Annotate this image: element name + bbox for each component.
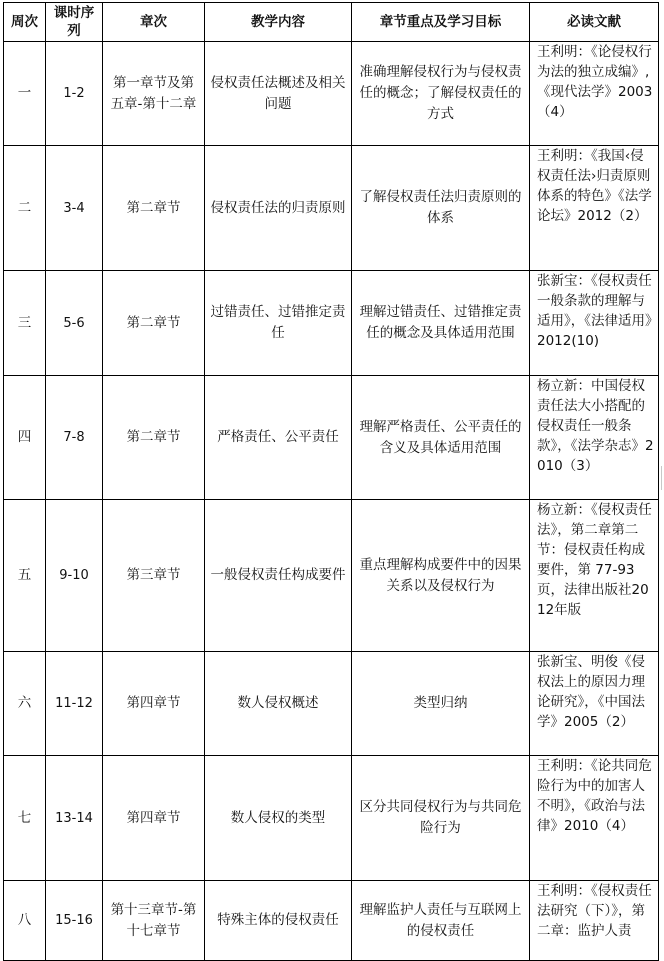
cell-goals: 理解过错责任、过错推定责任的概念及具体适用范围 [352,271,530,376]
cell-content: 数人侵权概述 [205,652,352,756]
cell-hours: 13-14 [46,756,103,881]
table-row [4,376,659,500]
cell-content: 侵权责任法概述及相关问题 [205,42,352,146]
cell-week: 四 [4,376,46,500]
cell-week: 六 [4,652,46,756]
cell-content: 特殊主体的侵权责任 [205,881,352,961]
cell-reading: 王利明：《侵权责任法研究（下）》，第二章：监护人责 [530,881,659,961]
cell-content: 一般侵权责任构成要件 [205,500,352,652]
cell-goals: 理解严格责任、公平责任的含义及具体适用范围 [352,376,530,500]
header-row [4,3,659,42]
header-reading: 必读文献 [530,3,659,42]
header-goals: 章节重点及学习目标 [352,3,530,42]
cell-chapter: 第二章节 [103,376,205,500]
cell-week: 五 [4,500,46,652]
cell-hours: 3-4 [46,146,103,271]
cell-content: 侵权责任法的归责原则 [205,146,352,271]
cell-chapter: 第四章节 [103,652,205,756]
cell-hours: 7-8 [46,376,103,500]
cell-chapter: 第四章节 [103,756,205,881]
cell-chapter: 第二章节 [103,146,205,271]
cell-goals: 类型归纳 [352,652,530,756]
cell-goals: 了解侵权责任法归责原则的体系 [352,146,530,271]
cell-content: 严格责任、公平责任 [205,376,352,500]
cell-reading: 王利明：《论侵权行为法的独立成编》,《现代法学》2003（4） [530,42,659,146]
cell-reading: 张新宝：《侵权责任一般条款的理解与适用》，《法律适用》2012(10) [530,271,659,376]
cell-week: 七 [4,756,46,881]
cell-chapter: 第三章节 [103,500,205,652]
cell-goals: 准确理解侵权行为与侵权责任的概念；了解侵权责任的方式 [352,42,530,146]
cell-goals: 区分共同侵权行为与共同危险行为 [352,756,530,881]
header-hours: 课时序列 [46,3,103,42]
cell-reading: 王利明：《我国‹侵权责任法›归责原则体系的特色》《法学论坛》2012（2） [530,146,659,271]
cell-hours: 9-10 [46,500,103,652]
cell-chapter: 第二章节 [103,271,205,376]
cell-content: 数人侵权的类型 [205,756,352,881]
header-week: 周次 [4,3,46,42]
cell-reading: 王利明：《论共同危险行为中的加害人不明》，《政治与法律》2010（4） [530,756,659,881]
header-content: 教学内容 [205,3,352,42]
cell-chapter: 第一章节及第五章-第十二章 [103,42,205,146]
cell-goals: 理解监护人责任与互联网上的侵权责任 [352,881,530,961]
cell-week: 八 [4,881,46,961]
cell-hours: 5-6 [46,271,103,376]
syllabus-table [3,2,659,961]
table-row [4,652,659,756]
cell-reading: 杨立新：《侵权责任法》，第二章第二节：侵权责任构成要件，第 77-93 页，法律出版社2012年版 [530,500,659,652]
table-row [4,146,659,271]
cell-week: 一 [4,42,46,146]
cell-week: 三 [4,271,46,376]
cell-hours: 11-12 [46,652,103,756]
table-row [4,500,659,652]
cell-hours: 1-2 [46,42,103,146]
cell-goals: 重点理解构成要件中的因果关系以及侵权行为 [352,500,530,652]
cell-chapter: 第十三章节-第十七章节 [103,881,205,961]
cell-content: 过错责任、过错推定责任 [205,271,352,376]
cell-reading: 杨立新：中国侵权责任法大小搭配的侵权责任一般条款》，《法学杂志》2010（3） [530,376,659,500]
cell-reading: 张新宝、明俊《侵权法上的原因力理论研究》，《中国法学》2005（2） [530,652,659,756]
table-row [4,756,659,881]
table-row [4,881,659,961]
cell-week: 二 [4,146,46,271]
table-row [4,42,659,146]
table-row [4,271,659,376]
header-chapter: 章次 [103,3,205,42]
cell-hours: 15-16 [46,881,103,961]
